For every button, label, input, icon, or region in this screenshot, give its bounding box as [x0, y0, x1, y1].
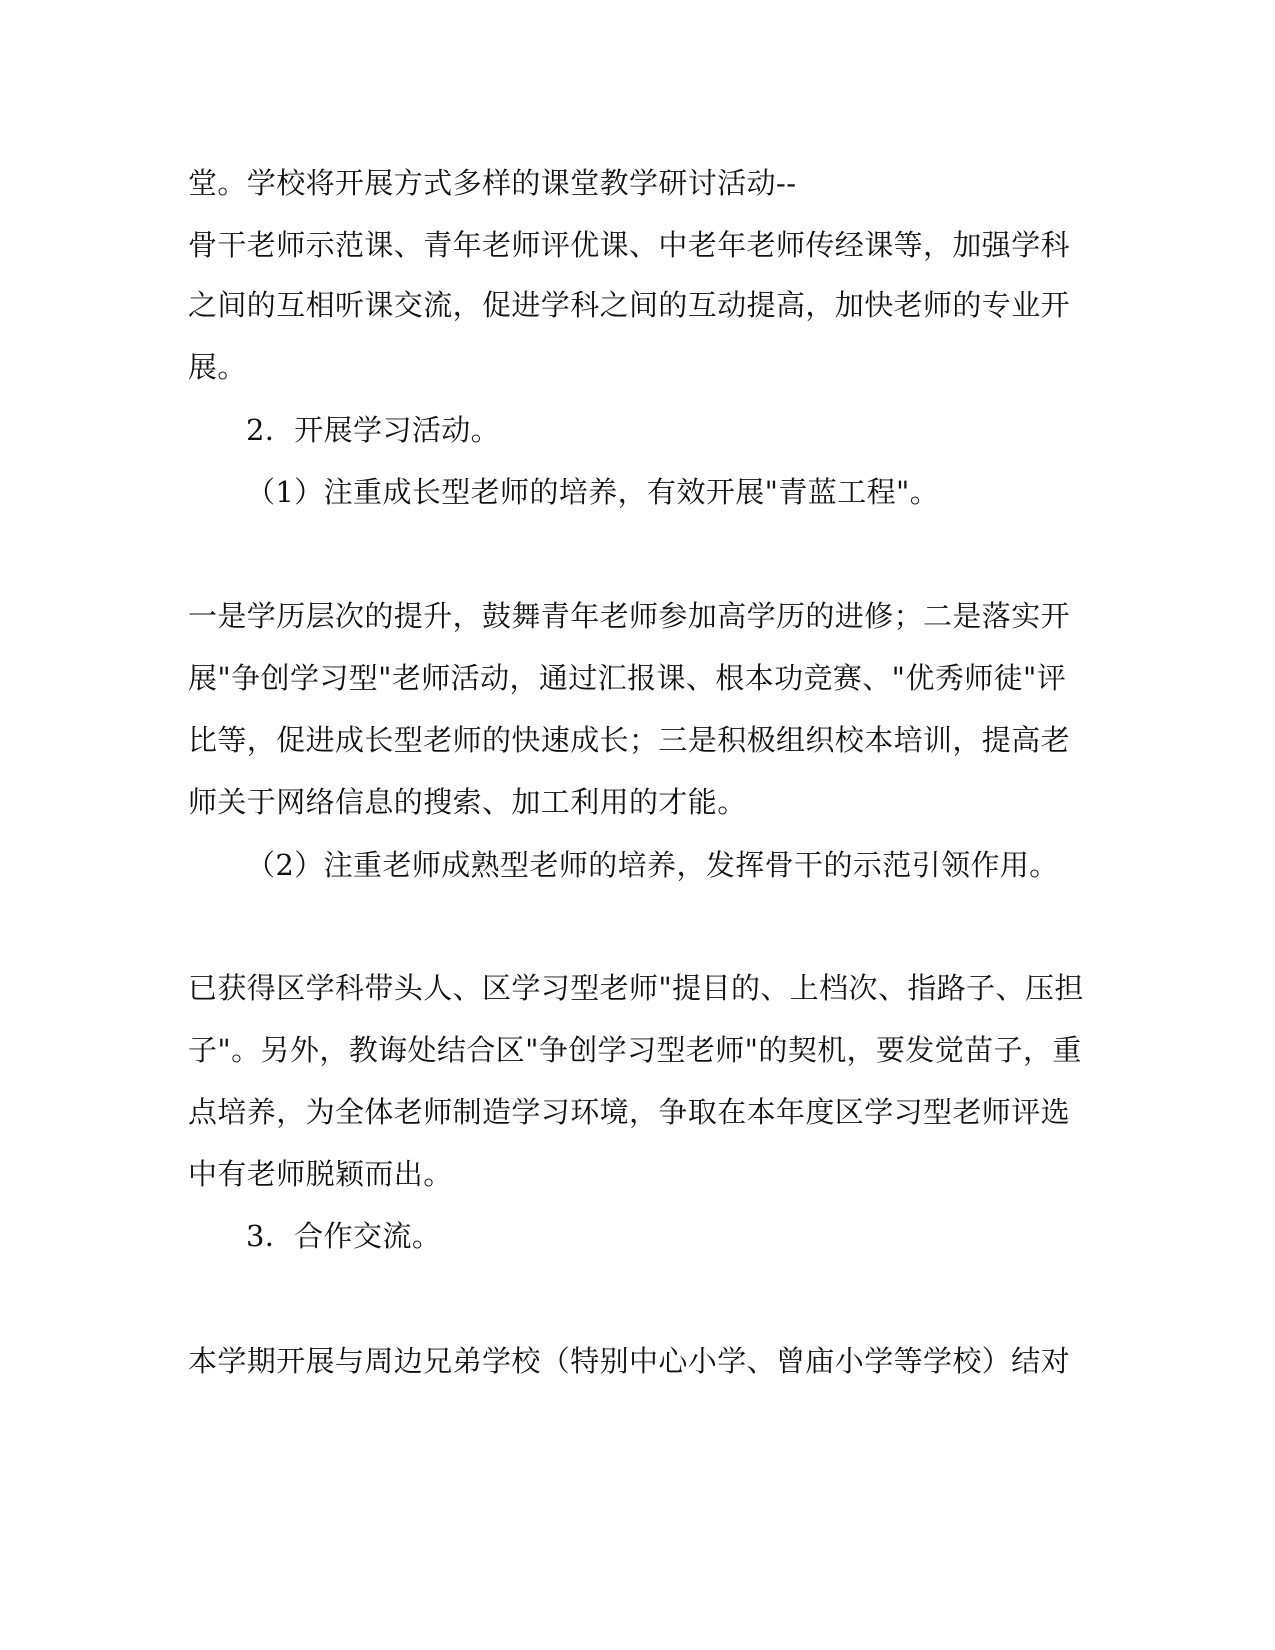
- text-line: 中有老师脱颖而出。: [188, 1157, 453, 1191]
- numbered-heading: 2．开展学习活动。: [246, 413, 501, 447]
- text-line: 师关于网络信息的搜索、加工利用的才能。: [188, 785, 747, 819]
- text-line: 之间的互相听课交流，促进学科之间的互动提高，加快老师的专业开: [188, 288, 1071, 322]
- text-line: 子"。另外，教诲处结合区"争创学习型老师"的契机，要发觉苗子，重: [188, 1033, 1082, 1067]
- text-line: 一是学历层次的提升，鼓舞青年老师参加高学历的进修；二是落实开: [188, 599, 1071, 633]
- text-line: 比等，促进成长型老师的快速成长；三是积极组织校本培训，提高老: [188, 723, 1071, 757]
- text-line: 已获得区学科带头人、区学习型老师"提目的、上档次、指路子、压担: [188, 971, 1084, 1005]
- text-line: 展。: [188, 350, 247, 384]
- numbered-heading: 3．合作交流。: [246, 1219, 442, 1253]
- text-line: 展"争创学习型"老师活动，通过汇报课、根本功竞赛、"优秀师徒"评: [188, 661, 1067, 695]
- sub-heading: （1）注重成长型老师的培养，有效开展"青蓝工程"。: [246, 475, 940, 509]
- sub-heading: （2）注重老师成熟型老师的培养，发挥骨干的示范引领作用。: [246, 848, 1059, 882]
- text-line: 堂。学校将开展方式多样的课堂教学研讨活动--: [188, 166, 797, 200]
- text-line: 点培养，为全体老师制造学习环境，争取在本年度区学习型老师评选: [188, 1095, 1071, 1129]
- text-line: 骨干老师示范课、青年老师评优课、中老年老师传经课等，加强学科: [188, 228, 1071, 262]
- text-line: 本学期开展与周边兄弟学校（特别中心小学、曾庙小学等学校）结对: [188, 1344, 1071, 1378]
